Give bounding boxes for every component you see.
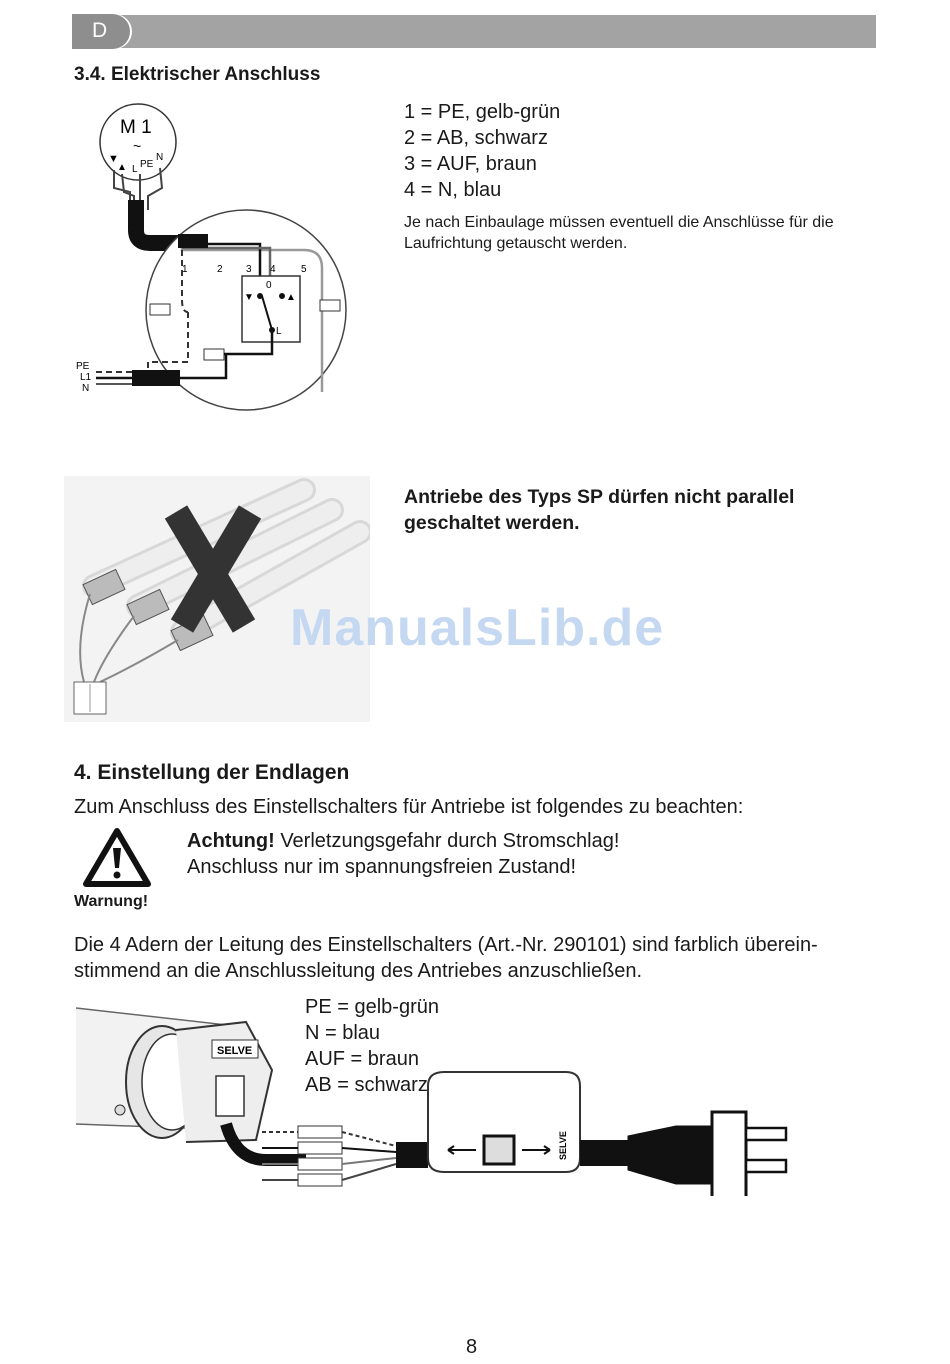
- switch-up-glyph: ▲: [286, 292, 296, 303]
- direction-note: Je nach Einbaulage müssen eventuell die Anschlüsse für die Laufrichtung getauscht werden.: [404, 214, 834, 252]
- motor-label: M 1: [120, 117, 152, 138]
- page-number: 8: [466, 1336, 478, 1358]
- section-title-end-positions: 4. Einstellung der Endlagen: [74, 761, 350, 784]
- caution-bold: Achtung!: [187, 830, 275, 852]
- paragraph-line: stimmend an die Anschlussleitung des Antriebes anzuschließen.: [74, 960, 643, 982]
- color-item: N = blau: [305, 1022, 381, 1044]
- section-title-electrical-connection: 3.4. Elektrischer Anschluss: [74, 64, 321, 85]
- motor-tilde: ~: [133, 138, 142, 154]
- adjustment-switch-rocker: [484, 1136, 514, 1164]
- color-item: PE = gelb-grün: [305, 996, 439, 1018]
- terminal-5: 5: [301, 264, 307, 275]
- wire-item: 3 = AUF, braun: [404, 153, 537, 175]
- mains-label-pe: PE: [76, 361, 90, 372]
- sp-parallel-warning: Antriebe des Typs SP dürfen nicht parallel geschaltet werden.: [404, 486, 795, 534]
- motor-pin-pe: PE: [140, 159, 154, 170]
- motor-pin-up: ▲: [117, 162, 127, 173]
- warning-triangle-icon: [82, 826, 152, 888]
- wiring-diagram: [70, 100, 360, 412]
- terminal-block-left: [150, 304, 170, 315]
- switch-cable-out: [580, 1140, 628, 1166]
- mains-label-l1: L1: [80, 372, 92, 383]
- language-tab: [72, 14, 130, 49]
- motor-screw: [115, 1105, 125, 1115]
- cable-sleeve-top: [178, 234, 208, 248]
- switch-brand: SELVE: [558, 1131, 568, 1160]
- switch-cable-in: [396, 1142, 428, 1168]
- motor-pin-l: L: [132, 164, 138, 175]
- motor-cable: [136, 200, 182, 243]
- terminal-2: 2: [217, 264, 223, 275]
- wire-color-list: [404, 99, 560, 203]
- terminal-1: 1: [182, 264, 188, 275]
- plug-icon: [628, 1112, 786, 1196]
- caution-text: [187, 828, 619, 880]
- color-item: AUF = braun: [305, 1048, 419, 1070]
- mains-label-n: N: [82, 383, 90, 394]
- terminal-block-bottom: [204, 349, 224, 360]
- motor-pin-n: N: [156, 152, 164, 163]
- paragraph-line: Die 4 Adern der Leitung des Einstellschalters (Art.-Nr. 290101) sind farblich überein-: [74, 934, 818, 956]
- motor-socket: [216, 1076, 244, 1116]
- terminal-block-right: [320, 300, 340, 311]
- mains-cable-sleeve: [132, 370, 180, 386]
- switch-l: L: [276, 326, 282, 337]
- warning-label: Warnung!: [74, 893, 149, 910]
- watermark: ManualsLib.de: [290, 599, 665, 657]
- wire-item: 2 = AB, schwarz: [404, 127, 548, 149]
- wire-item: 1 = PE, gelb-grün: [404, 101, 561, 123]
- caution-line1: Verletzungsgefahr durch Stromschlag!: [274, 830, 620, 852]
- language-tab-label: D: [92, 19, 108, 42]
- switch-zero: 0: [266, 280, 272, 291]
- header-bar: [74, 15, 876, 48]
- terminal-4: 4: [270, 264, 276, 275]
- wire-item: 4 = N, blau: [404, 179, 502, 201]
- adjustment-switch-illustration: [76, 1000, 792, 1196]
- motor-pin-down: ▼: [108, 153, 119, 165]
- color-item: AB = schwarz: [305, 1074, 428, 1096]
- switch-contact-up: [279, 293, 285, 299]
- section-intro: Zum Anschluss des Einstellschalters für Antriebe ist folgendes zu beachten:: [74, 796, 744, 818]
- caution-line2: Anschluss nur im spannungsfreien Zustand!: [187, 856, 577, 878]
- connection-paragraph: [74, 932, 876, 984]
- motor-brand: SELVE: [217, 1045, 253, 1057]
- switch-down-glyph: ▼: [244, 292, 254, 303]
- terminal-3: 3: [246, 264, 252, 275]
